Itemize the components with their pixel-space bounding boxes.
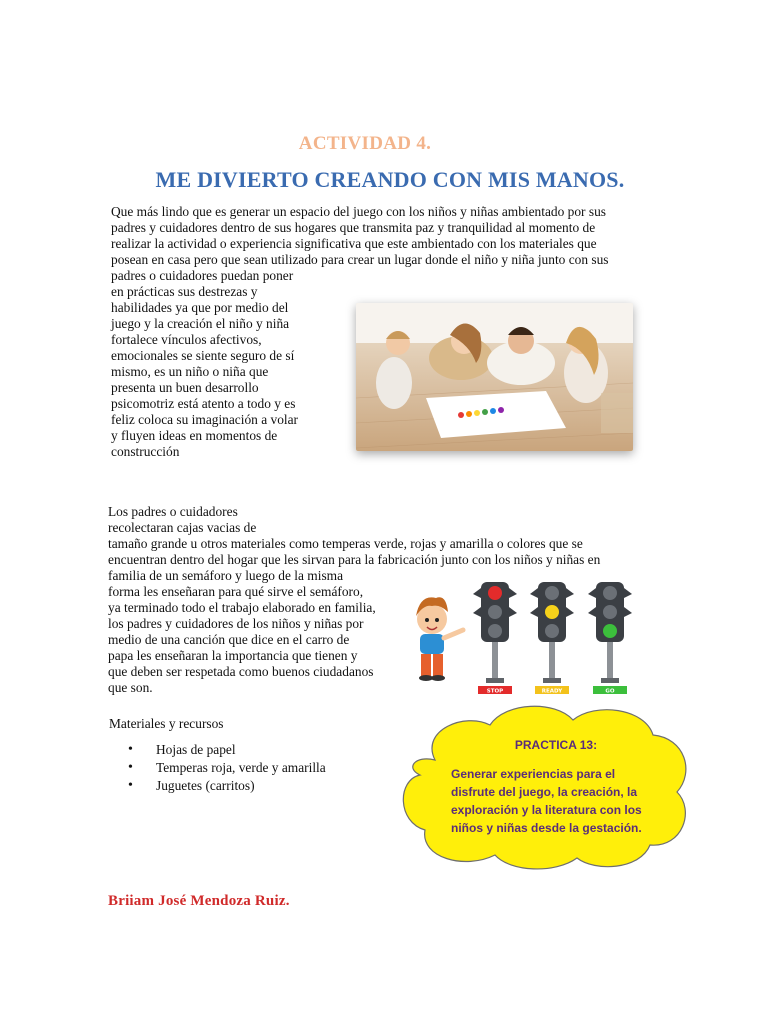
traffic-light-ready <box>530 582 574 695</box>
paragraph-line: papa les enseñaran la importancia que tienen y <box>108 648 358 663</box>
paragraph-line: feliz coloca su imaginación a volar <box>111 412 299 427</box>
paragraph-line: padres o cuidadores puedan poner <box>111 268 294 283</box>
list-item: • Juguetes (carritos) <box>128 777 326 795</box>
traffic-light-label: STOP <box>486 688 504 695</box>
paragraph-line: y fluyen ideas en momentos de <box>111 428 278 443</box>
paragraph-line: habilidades ya que por medio del <box>111 300 289 315</box>
paragraph-line: mismo, es un niño o niña que <box>111 364 269 379</box>
traffic-lights-illustration <box>405 574 645 704</box>
activity-heading: ACTIVIDAD 4. <box>298 133 432 154</box>
paragraph-line: juego y la creación el niño y niña <box>111 316 290 331</box>
paragraph-line: que deben ser respetada como buenos ciudadanos <box>108 664 374 679</box>
paragraph-line: recolectaran cajas vacias de <box>108 520 257 535</box>
author-name: Briiam José Mendoza Ruiz. <box>108 893 290 909</box>
practice-callout <box>451 738 661 837</box>
paragraph-line: posean en casa pero que sean utilizado para crear un lugar donde el niño y niña junto con sus <box>111 252 609 267</box>
paragraph-line: ya terminado todo el trabajo elaborado en familia, <box>108 600 376 615</box>
paragraph-line: Que más lindo que es generar un espacio del juego con los niños y niñas ambientado por sus <box>111 204 606 219</box>
traffic-light-label: GO <box>605 688 615 695</box>
paragraph-line: presenta un buen desarrollo <box>111 380 259 395</box>
paragraph-line: familia de un semáforo y luego de la misma <box>108 568 344 583</box>
paragraph-line: encuentran dentro del hogar que les sirvan para la fabricación junto con los niños y niñas en <box>108 552 601 567</box>
materials-heading: Materiales y recursos <box>109 716 224 731</box>
paragraph-line: fortalece vínculos afectivos, <box>111 332 262 347</box>
paragraph-line: forma les enseñaran para qué sirve el semáforo, <box>108 584 364 599</box>
paragraph-line: tamaño grande u otros materiales como temperas verde, rojas y amarilla o colores que se <box>108 536 583 551</box>
practice-title: PRACTICA 13: <box>514 738 598 752</box>
paragraph-line: Los padres o cuidadores <box>108 504 238 519</box>
paragraph-line: emocionales se siente seguro de sí <box>111 348 295 363</box>
paragraph-line: realizar la actividad o experiencia significativa que este ambientado con los materiales que <box>111 236 597 251</box>
paragraph-line: construcción <box>111 444 180 459</box>
family-drawing-photo <box>356 303 633 451</box>
paragraph-line: que son. <box>108 680 153 695</box>
list-item: • Temperas roja, verde y amarilla <box>128 759 326 777</box>
paragraph-line: medio de una canción que dice en el carro de <box>108 632 350 647</box>
list-item: • Hojas de papel <box>128 741 326 759</box>
traffic-light-go <box>588 582 632 695</box>
paragraph-line: en prácticas sus destrezas y <box>111 284 258 299</box>
traffic-light-stop <box>473 582 517 695</box>
paragraph-line: los padres y cuidadores de los niños y niñas por <box>108 616 364 631</box>
practice-body: Generar experiencias para el disfrute del juego, la creación, la exploración y la literatura con los niños y niñas desde la gestación. <box>451 767 642 835</box>
paragraph-line: psicomotriz está atento a todo y es <box>111 396 296 411</box>
page-title: ME DIVIERTO CREANDO CON MIS MANOS. <box>155 167 625 192</box>
traffic-light-label: READY <box>541 688 563 695</box>
materials-list <box>128 741 326 795</box>
paragraph-line: padres y cuidadores dentro de sus hogares que transmita paz y tranquilidad al momento de <box>111 220 596 235</box>
